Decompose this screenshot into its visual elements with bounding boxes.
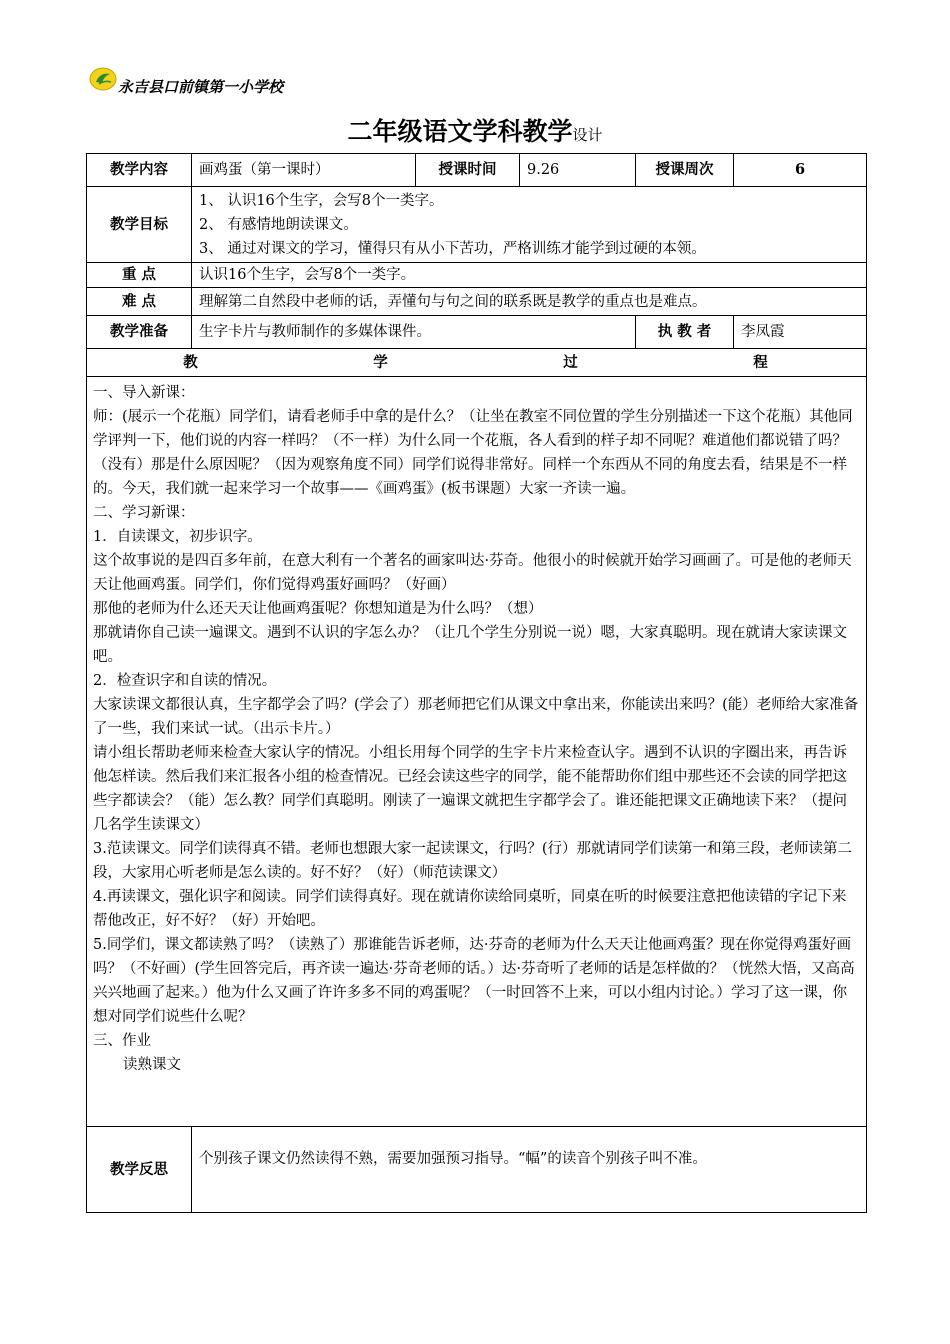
content-label: 教学内容: [87, 154, 192, 187]
goals-label: 教学目标: [87, 187, 192, 263]
prep-label: 教学准备: [87, 316, 192, 349]
process-paragraph: 那他的老师为什么还天天让他画鸡蛋呢？你想知道是为什么吗？（想）: [93, 601, 543, 617]
process-paragraph: 5.同学们，课文都读熟了吗？（读熟了）那谁能告诉老师，达·芬奇的老师为什么天天让他画鸡蛋？现在你觉得鸡蛋好画吗？（不好画）(学生回答完后，再齐读一遍达·芬奇老师的话。）达·芬奇听了老师的话是怎样做的？（恍然大悟，又高高兴兴地画了起来。）他为什么又画了许许多多不同的鸡蛋呢？（一时回答不上来，可以小组内讨论。）学习了这一课，你想对同学们说些什么呢？: [93, 937, 855, 1025]
key-point-value: 认识16个生字，会写8个一类字。: [192, 263, 867, 288]
process-heading: [87, 349, 867, 377]
process-paragraph: 这个故事说的是四百多年前，在意大利有一个著名的画家叫达·芬奇。他很小的时候就开始学习画画了。可是他的老师天天让他画鸡蛋。同学们，你们觉得鸡蛋好画吗？（好画）: [93, 553, 852, 593]
process-body-row: [87, 377, 867, 1127]
title-suffix: 设计: [572, 126, 603, 144]
goal-item: 2、 有感情地朗读课文。: [199, 216, 358, 233]
process-heading-char: 过: [563, 354, 580, 371]
difficulty-label: 难 点: [87, 288, 192, 316]
lesson-plan-table: [86, 153, 867, 1213]
goals-row: [87, 187, 867, 263]
reflection-label: 教学反思: [87, 1127, 192, 1213]
title-main: 二年级语文学科教学: [347, 117, 573, 146]
key-point-label: 重 点: [87, 263, 192, 288]
content-row: [87, 154, 867, 187]
process-paragraph: 1．自读课文，初步识字。: [93, 529, 262, 545]
process-heading-char: 教: [183, 354, 200, 371]
key-point-row: [87, 263, 867, 288]
process-paragraph: 一、导入新课：: [93, 385, 195, 401]
prep-row: [87, 316, 867, 349]
reflection-text: 个别孩子课文仍然读得不熟，需要加强预习指导。“幅”的读音个别孩子叫不准。: [192, 1127, 867, 1213]
content-value: 画鸡蛋（第一课时）: [192, 154, 416, 187]
goal-item: 1、 认识16个生字，会写8个一类字。: [199, 192, 444, 209]
page-title: [0, 112, 950, 148]
process-paragraph: 师：(展示一个花瓶）同学们，请看老师手中拿的是什么？（让坐在教室不同位置的学生分别描述一下这个花瓶）其他同学评判一下，他们说的内容一样吗？（不一样）为什么同一个花瓶，各人看到的样子却不同呢？难道他们都说错了吗？（没有）那是什么原因呢？（因为观察角度不同）同学们说得非常好。同样一个东西从不同的角度去看，结果是不一样的。今天，我们就一起来学习一个故事——《画鸡蛋》(板书课题）大家一齐读一遍。: [93, 409, 853, 497]
goals-list: [192, 187, 867, 263]
time-value: 9.26: [520, 154, 636, 187]
difficulty-value: 理解第二自然段中老师的话，弄懂句与句之间的联系既是教学的重点也是难点。: [192, 288, 867, 316]
process-paragraph: 二、学习新课：: [93, 505, 195, 521]
week-label: 授课周次: [636, 154, 734, 187]
process-paragraph: 请小组长帮助老师来检查大家认字的情况。小组长用每个同学的生字卡片来检查认字。遇到不认识的字圈出来，再告诉他怎样读。然后我们来汇报各小组的检查情况。已经会读这些字的同学，能不能帮助你们组中那些还不会读的同学把这些字都读会？（能）怎么教？同学们真聪明。刚读了一遍课文就把生字都学会了。谁还能把课文正确地读下来？（提问几名学生读课文）: [93, 745, 847, 833]
prep-value: 生字卡片与教师制作的多媒体课件。: [192, 316, 636, 349]
week-value: 6: [734, 154, 867, 187]
school-emblem-icon: [88, 66, 118, 92]
teacher-value: 李凤霞: [734, 316, 867, 349]
process-paragraph: 读熟课文: [123, 1057, 181, 1073]
school-name: 永吉县口前镇第一小学校: [118, 78, 284, 96]
process-paragraph: 那就请你自己读一遍课文。遇到不认识的字怎么办？（让几个学生分别说一说）嗯，大家真聪明。现在就请大家读课文吧。: [93, 625, 847, 665]
process-paragraph: 3.范读课文。同学们读得真不错。老师也想跟大家一起读课文，行吗？(行）那就请同学们读第一和第三段，老师读第二段，大家用心听老师是怎么读的。好不好？（好）（师范读课文）: [93, 841, 852, 881]
difficulty-row: [87, 288, 867, 316]
process-heading-char: 程: [753, 354, 770, 371]
process-heading-row: [87, 349, 867, 377]
process-paragraph: 2．检查识字和自读的情况。: [93, 673, 277, 689]
process-paragraph: 4.再读课文，强化识字和阅读。同学们读得真好。现在就请你读给同桌听，同桌在听的时候要注意把他读错的字记下来帮他改正，好不好？（好）开始吧。: [93, 889, 847, 929]
reflection-row: [87, 1127, 867, 1213]
process-paragraph: 大家读课文都很认真，生字都学会了吗？(学会了）那老师把它们从课文中拿出来，你能读出来吗？(能）老师给大家准备了一些，我们来试一试。（出示卡片。）: [93, 697, 859, 737]
time-label: 授课时间: [416, 154, 520, 187]
teacher-label: 执 教 者: [636, 316, 734, 349]
process-body: [87, 377, 867, 1127]
goal-item: 3、 通过对课文的学习，懂得只有从小下苦功，严格训练才能学到过硬的本领。: [199, 240, 706, 257]
process-heading-char: 学: [373, 354, 390, 371]
process-paragraph: 三、作业: [93, 1033, 151, 1049]
